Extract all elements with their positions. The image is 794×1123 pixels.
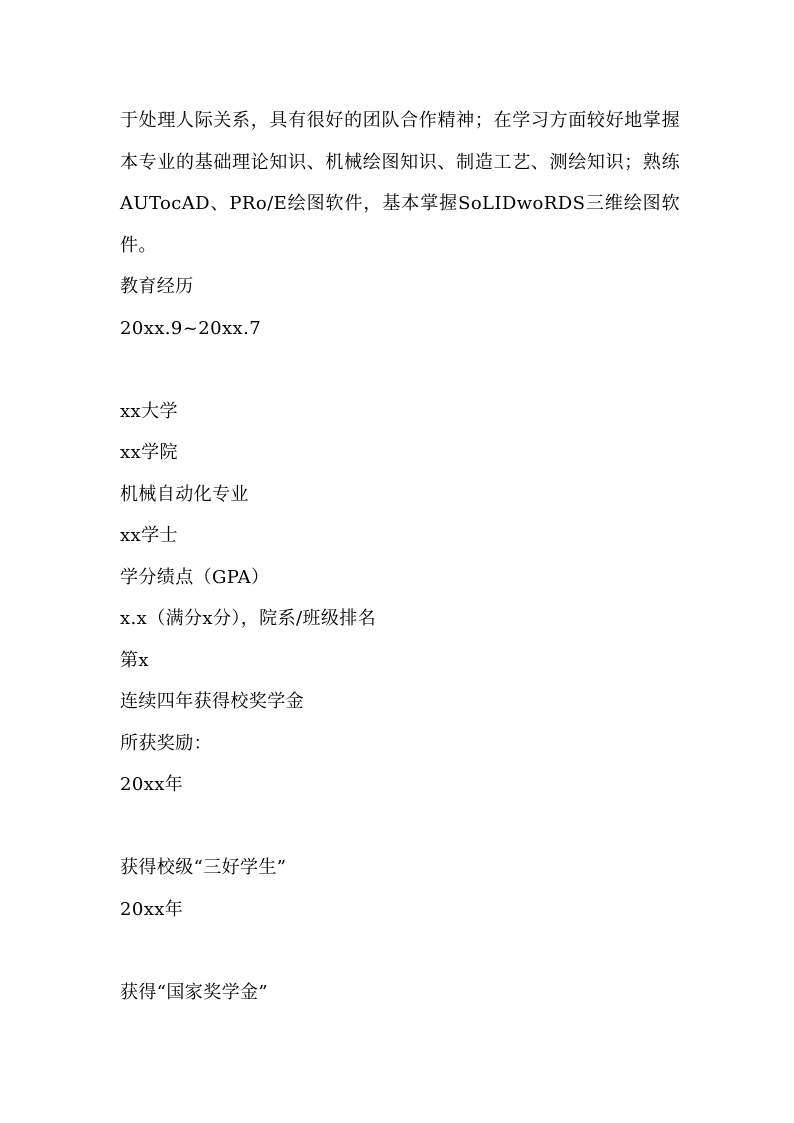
awards-heading: 所获奖励：: [120, 732, 212, 754]
award-title: 获得校级“三好学生”: [120, 857, 287, 878]
gpa-label: 学分绩点（GPA）: [120, 566, 270, 588]
document-body: [120, 100, 680, 1013]
award-year: 20xx年: [120, 898, 184, 920]
education-period: 20xx.9~20xx.7: [120, 317, 262, 339]
award-year: 20xx年: [120, 774, 184, 795]
intro-paragraph: 于处理人际关系，具有很好的团队合作精神；在学习方面较好地掌握本专业的基础理论知识、机械绘图知识、制造工艺、测绘知识；熟练AUTocAD、PRo/E绘图软件，基本掌握SoLIDwoRDS三维绘图软件。: [120, 110, 680, 256]
gpa-value: x.x（满分x分），院系/班级排名: [120, 608, 377, 629]
college-name: xx学院: [120, 442, 178, 463]
education-heading: 教育经历: [120, 276, 194, 297]
blank-line: [120, 349, 680, 391]
blank-line: [120, 806, 680, 848]
scholarship-note: 连续四年获得校奖学金: [120, 691, 304, 712]
degree-name: xx学士: [120, 525, 178, 546]
blank-line: [120, 930, 680, 972]
class-rank: 第x: [120, 649, 149, 671]
major-name: 机械自动化专业: [120, 483, 249, 505]
award-title: 获得“国家奖学金”: [120, 981, 269, 1003]
university-name: xx大学: [120, 400, 178, 422]
